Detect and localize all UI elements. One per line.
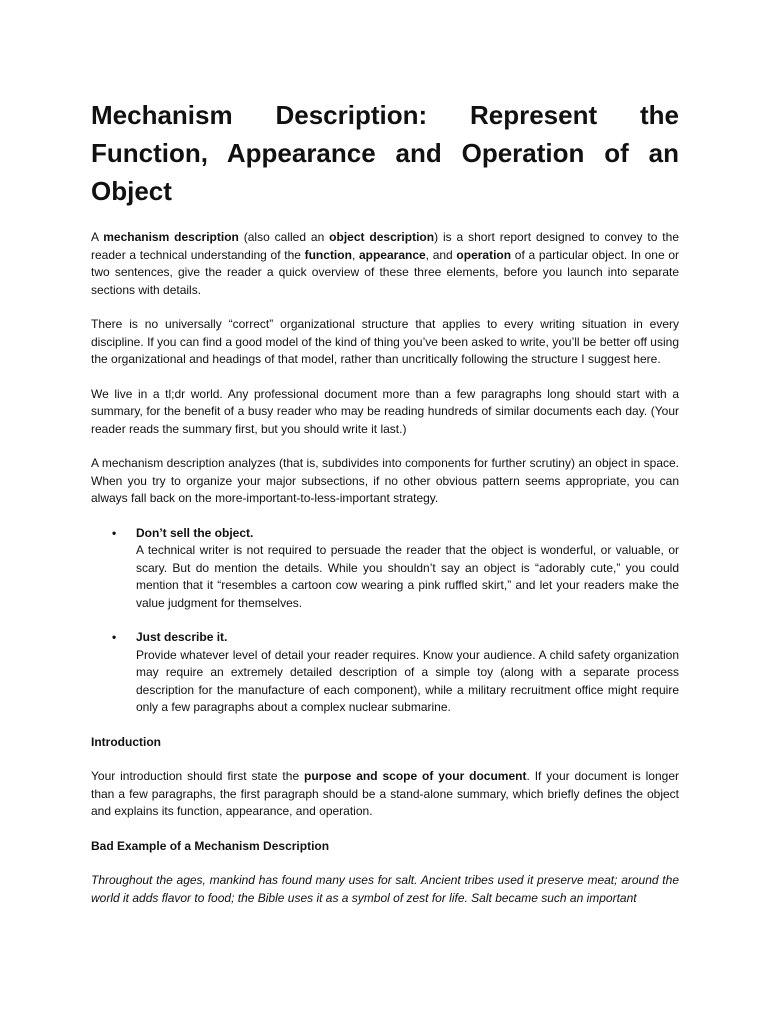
section-heading-introduction: Introduction bbox=[91, 734, 161, 749]
document-page bbox=[91, 96, 679, 907]
bold-term-operation: operation bbox=[456, 247, 512, 262]
text-run: ) is a short report designed to convey to the reader a technical understanding of the bbox=[91, 230, 679, 262]
intro-paragraph-1 bbox=[91, 229, 679, 299]
document-title: Mechanism Description: Represent the Function, Appearance and Operation of an Object bbox=[91, 100, 679, 206]
bold-term-appearance: appearance bbox=[358, 247, 426, 262]
text-run: (also called an bbox=[238, 230, 330, 244]
intro-paragraph-2: There is no universally “correct” organizational structure that applies to every writing situation in every discipline. If you can find a good model of the kind of thing you’ve been asked to write, you’ll be better off using the organizational and headings of that model, rather than uncritically following the structure I suggest here. bbox=[91, 317, 679, 366]
bold-term-purpose-scope: purpose and scope of your document bbox=[304, 769, 527, 783]
bullet-heading: Don’t sell the object. bbox=[136, 525, 254, 540]
text-run: of a particular object. In one or two sentences, give the reader a quick overview of these three elements, before you launch into separate sections with details. bbox=[91, 247, 679, 297]
text-run: Your introduction should first state the bbox=[91, 769, 305, 783]
list-item bbox=[91, 629, 679, 717]
intro-paragraph-4: A mechanism description analyzes (that is, subdivides into components for further scrutiny) an object in space. When you try to organize your major subsections, if no other obvious pattern seems appropriate, you can always fall back on the more-important-to-less-important strategy. bbox=[91, 456, 679, 505]
text-run: A bbox=[91, 230, 104, 244]
list-item bbox=[91, 525, 679, 613]
text-run: , bbox=[351, 247, 359, 262]
bullet-heading: Just describe it. bbox=[136, 630, 228, 644]
bullet-body: A technical writer is not required to persuade the reader that the object is wonderful, or valuable, or scary. But do mention the details. While you shouldn’t say an object is “adorably cute,” you could mention that it “resembles a cartoon cow wearing a pink ruffled skirt,” and let your readers make the value judgment for themselves. bbox=[136, 543, 679, 610]
bullet-body: Provide whatever level of detail your reader requires. Know your audience. A child safety organization may require an extremely detailed description of a simple toy (along with a separate process description for the manufacture of each component), while a military recruitment office might require only a few paragraphs about a complex nuclear submarine. bbox=[136, 647, 679, 714]
bold-term-object-description: object description bbox=[329, 230, 435, 244]
introduction-paragraph bbox=[91, 768, 679, 821]
text-run: , and bbox=[425, 247, 457, 262]
bullet-dot-icon: • bbox=[112, 525, 117, 540]
bullet-dot-icon: • bbox=[112, 630, 117, 644]
bold-term-function: function bbox=[304, 247, 352, 262]
bold-term-mechanism-description: mechanism description bbox=[103, 230, 239, 244]
intro-paragraph-3: We live in a tl;dr world. Any professional document more than a few paragraphs long should start with a summary, for the benefit of a busy reader who may be reading hundreds of similar documents each day. (Your reader reads the summary first, but you should write it last.) bbox=[91, 386, 679, 436]
bad-example-paragraph: Throughout the ages, mankind has found many uses for salt. Ancient tribes used it preserve meat; around the world it adds flavor to food; the Bible uses it as a symbol of zest for life. Salt became such an important bbox=[91, 873, 679, 905]
section-heading-bad-example: Bad Example of a Mechanism Description bbox=[91, 838, 330, 853]
text-run: . If your document is longer than a few paragraphs, the first paragraph should be a stand-alone summary, which briefly defines the object and explains its function, appearance, and operation. bbox=[91, 769, 679, 818]
bullet-list bbox=[91, 525, 679, 717]
